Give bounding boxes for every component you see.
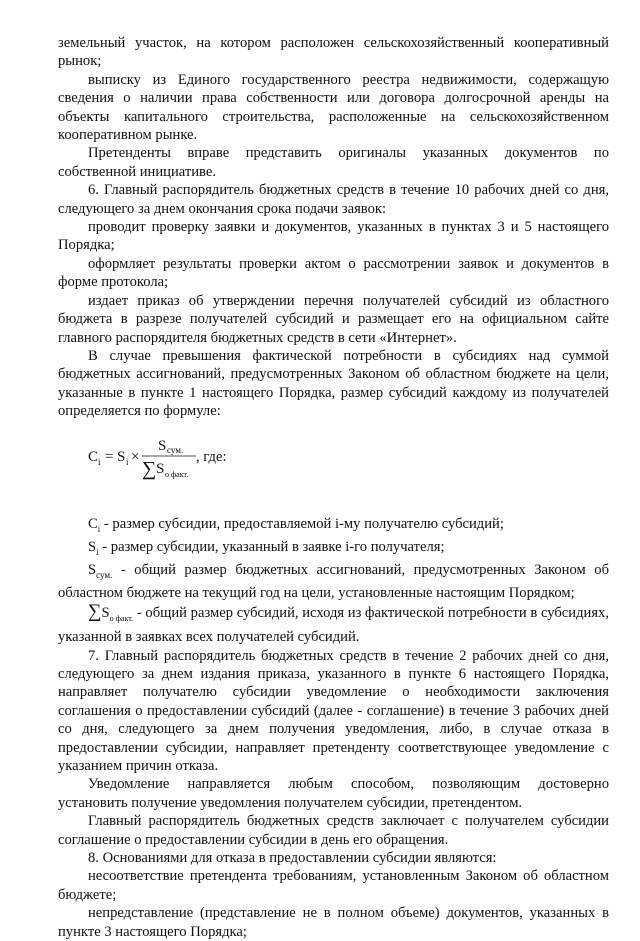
paragraph: Претенденты вправе представить оригиналы указанных документов по собственной инициативе. — [58, 145, 609, 180]
formula-s: S — [117, 448, 126, 465]
formula-num: S — [158, 437, 167, 454]
formula-num-sub: сум. — [167, 444, 184, 455]
formula-times: × — [131, 448, 140, 465]
def-subscript: i — [96, 546, 99, 557]
def-subscript: сум. — [96, 570, 113, 581]
def-symbol: S — [101, 604, 110, 621]
formula-lhs: C — [88, 448, 99, 465]
paragraph: несоответствие претендента требованиям, установленным Законом об областном бюджете; — [58, 868, 609, 903]
formula-lhs-sub: i — [98, 456, 101, 467]
definition — [58, 515, 609, 538]
paragraph: 6. Главный распорядитель бюджетных средств в течение 10 рабочих дней со дня, следующего за днем окончания срока подачи заявок: — [58, 182, 609, 217]
def-subscript: о факт. — [109, 613, 134, 623]
sum-symbol: ∑ — [88, 600, 102, 622]
def-text: - размер субсидии, указанный в заявке i-го получателя; — [98, 538, 445, 555]
definition — [58, 538, 609, 561]
paragraph: непредставление (представление не в полном объеме) документов, указанных в пункте 3 настоящего Порядка; — [58, 905, 609, 940]
paragraph: Главный распорядитель бюджетных средств заключает с получателем субсидии соглашение о предоставлении субсидии в день его обращения. — [58, 813, 609, 848]
formula-den: S — [156, 460, 165, 477]
paragraph: проводит проверку заявки и документов, указанных в пунктах 3 и 5 настоящего Порядка; — [58, 219, 609, 254]
paragraph: земельный участок, на котором расположен сельскохозяйственный кооперативный рынок; — [58, 35, 609, 70]
def-symbol: S — [88, 538, 97, 555]
formula-den-sub: о факт. — [165, 469, 189, 479]
paragraph: Уведомление направляется любым способом, позволяющим достоверно установить получение уведомления получателем субсидии, претендентом. — [58, 776, 609, 811]
definition — [58, 600, 609, 647]
document-page — [58, 34, 609, 941]
definition — [58, 561, 609, 603]
paragraph: В случае превышения фактической потребности в субсидиях над суммой бюджетных ассигнований, предусмотренных Законом об областном бюджете на цели, указанные в пункте 1 настоящего Порядка, размер субсидий каждому из получателей определяется по формуле: — [58, 347, 609, 420]
paragraph: 8. Основаниями для отказа в предоставлении субсидии являются: — [88, 850, 497, 867]
def-symbol: C — [88, 515, 98, 532]
paragraph: оформляет результаты проверки актом о рассмотрении заявок и документов в форме протокола; — [58, 255, 609, 291]
paragraph: издает приказ об утверждении перечня получателей субсидий из областного бюджета в разрезе получателей субсидий и размещает его на официальном сайте главного распорядителя бюджетных средств в сети «Интернет». — [58, 292, 609, 346]
paragraph: выписку из Единого государственного реестра недвижимости, содержащую сведения о наличии права собственности или договора долгосрочной аренды на объекты капитального строительства, расположенные на сельскохозяйственном кооперативном рынке. — [58, 71, 609, 144]
subsidy-formula — [58, 421, 609, 499]
formula-tail: , где: — [196, 448, 227, 465]
formula-den-sum: ∑ — [142, 457, 157, 480]
def-text: - общий размер субсидий, исходя из фактической потребности в субсидиях, указанной в заявках всех получателей субсидий. — [58, 604, 609, 646]
formula-s-sub: i — [126, 456, 129, 467]
def-symbol: S — [88, 562, 97, 579]
def-subscript: i — [97, 523, 101, 534]
formula-eq: = — [105, 448, 114, 465]
paragraph: 7. Главный распорядитель бюджетных средств в течение 2 рабочих дней со дня, следующего за днем издания приказа, указанного в пункте 6 настоящего Порядка, направляет получателю субсидии уведомление о необходимости заключения соглашения о предоставлении субсидий (далее - соглашение) в течение 3 рабочих дней со дня, следующего за днем получения уведомления, либо, в случае отказа в предоставлении субсидии, направляет претенденту соответствующее уведомление с указанием причин отказа. — [58, 647, 609, 775]
def-text: - размер субсидии, предоставляемой i-му получателю субсидий; — [100, 515, 504, 532]
def-text: - общий размер бюджетных ассигнований, предусмотренных Законом об областном бюджете на текущий год на цели, установленные настоящим Порядком; — [58, 562, 609, 602]
